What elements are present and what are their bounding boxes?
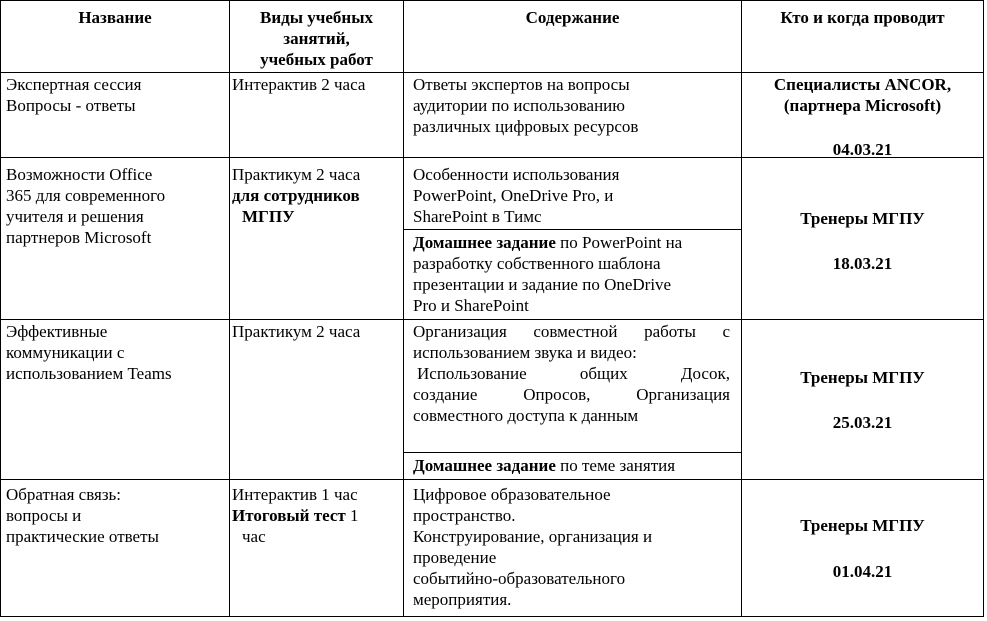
row3-homework — [413, 455, 675, 476]
border — [0, 0, 1, 617]
final-test-hours: 1 — [345, 506, 359, 525]
header-content: Содержание — [525, 8, 620, 27]
row4-name: Обратная связь: вопросы и практические ответы — [6, 485, 159, 546]
row4-date: 01.04.21 — [832, 562, 893, 581]
row1-date: 04.03.21 — [832, 140, 893, 159]
row3-who: Тренеры МГПУ — [800, 368, 925, 387]
border — [404, 452, 741, 453]
row2-who: Тренеры МГПУ — [800, 209, 925, 228]
row1-name: Экспертная сессия Вопросы - ответы — [6, 75, 142, 115]
border — [0, 616, 984, 617]
border — [403, 0, 404, 617]
row2-type: Практикум 2 часа для сотрудников МГПУ — [232, 165, 361, 226]
border — [0, 0, 984, 1]
row3-date: 25.03.21 — [832, 413, 893, 432]
border — [983, 0, 984, 617]
row3-name: Эффективные коммуникации с использованием Teams — [6, 322, 172, 383]
row2-content: Особенности использования PowerPoint, OneDrive Pro, и SharePoint в Тимс — [413, 165, 620, 226]
row1-who: Специалисты ANCOR, (партнера Microsoft) — [773, 75, 952, 115]
row4-who: Тренеры МГПУ — [800, 516, 925, 535]
border — [0, 479, 984, 480]
row1-content: Ответы экспертов на вопросы аудитории по использованию различных цифровых ресурсов — [413, 75, 639, 136]
row3-content: Организация совместной работы с использованием звука и видео: Использование общих Досок, создание Опросов, Организация совместного доступа к данным — [413, 322, 730, 425]
header-name: Название — [78, 8, 152, 27]
homework-first: по PowerPoint на — [555, 233, 683, 252]
homework-text: по теме занятия — [555, 456, 676, 475]
row2-homework: Домашнее задание по PowerPoint на разработку собственного шаблона презентации и задание по OneDrive Pro и SharePoint — [413, 233, 683, 315]
row2-name: Возможности Office 365 для современного учителя и решения партнеров Microsoft — [6, 165, 166, 247]
row2-date: 18.03.21 — [832, 254, 893, 273]
row4-content: Цифровое образовательное пространство. Конструирование, организация и проведение событийно-образовательного мероприятия. — [413, 485, 653, 609]
homework-label: Домашнее задание — [413, 233, 556, 252]
header-types: Виды учебных занятий, учебных работ — [260, 8, 373, 69]
final-test-label: Итоговый тест — [232, 506, 346, 525]
header-who-when: Кто и когда проводит — [780, 8, 945, 27]
row3-type: Практикум 2 часа — [232, 322, 361, 341]
row1-type: Интерактив 2 часа — [232, 75, 366, 94]
border — [229, 0, 230, 617]
border — [0, 72, 984, 73]
homework-label: Домашнее задание — [413, 456, 556, 475]
border — [0, 319, 984, 320]
row4-type: Интерактив 1 час Итоговый тест 1 час — [232, 485, 359, 546]
border — [404, 229, 741, 230]
